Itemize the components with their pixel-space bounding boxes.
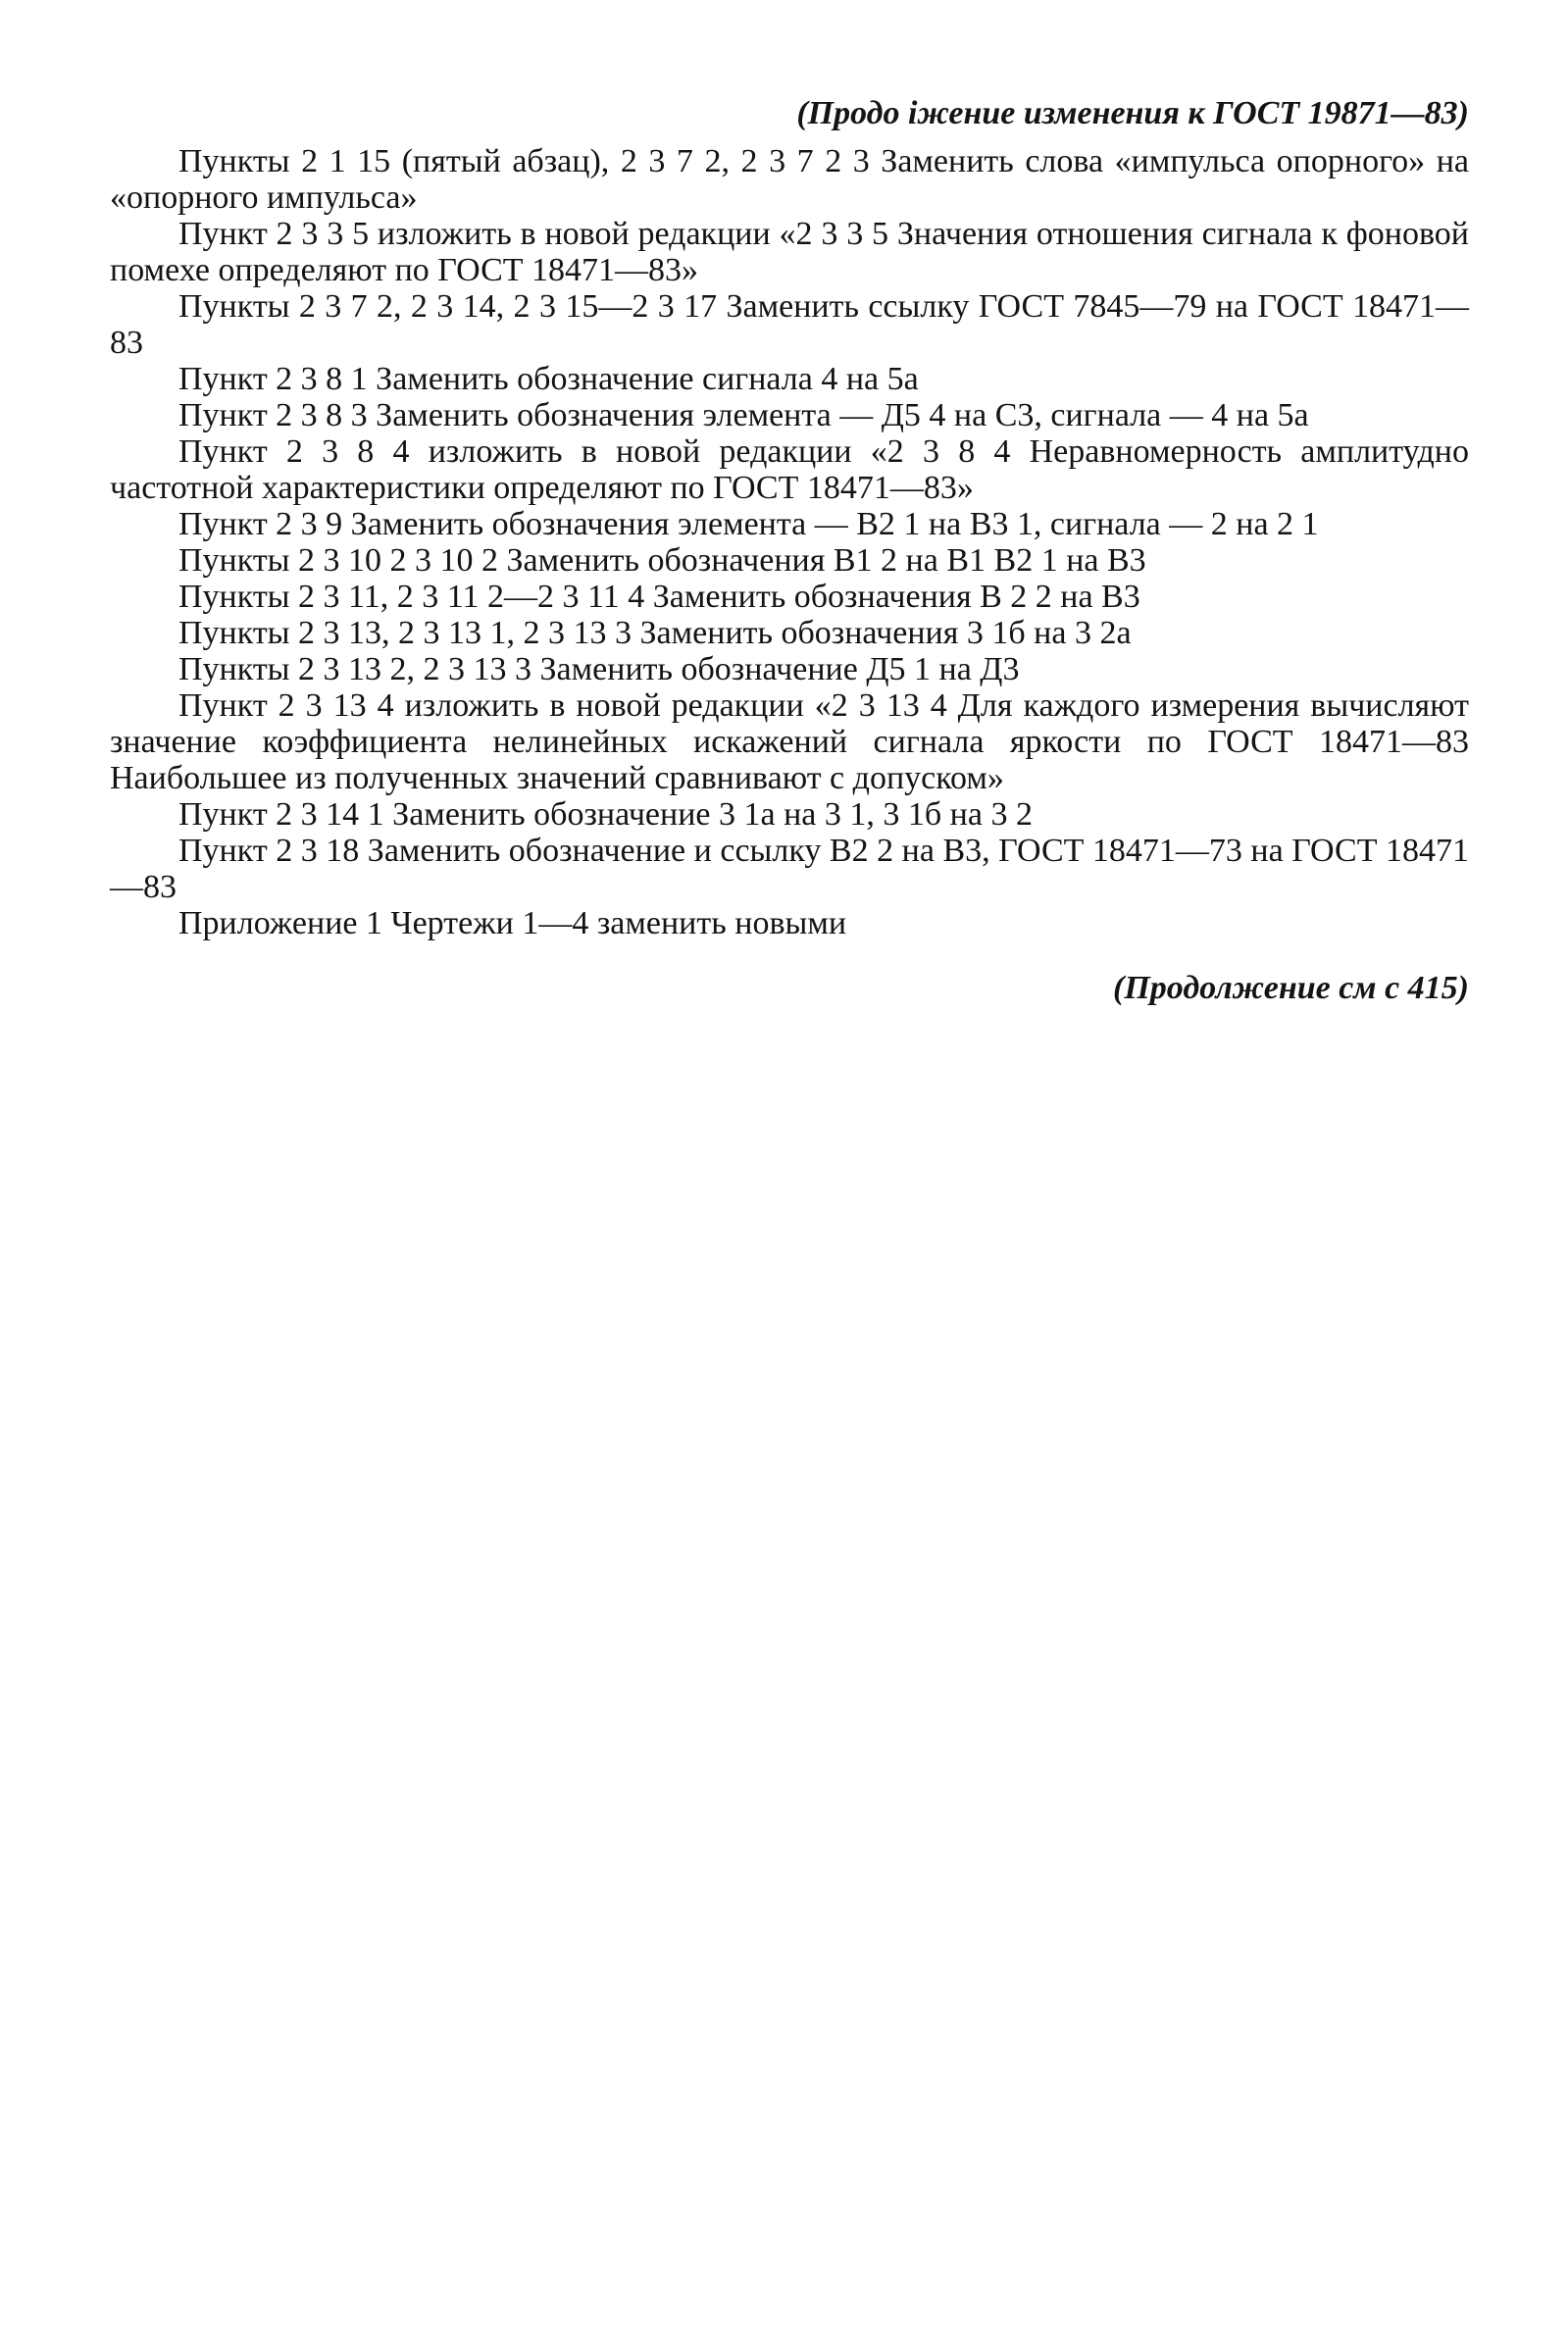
paragraph-item: Пункт 2 3 8 3 Заменить обозначения элемента — Д5 4 на С3, сигнала — 4 на 5а xyxy=(178,397,1309,433)
paragraph-item: Пункт 2 3 13 4 изложить в новой редакции «2 3 13 4 Для каждого измерения вычисляют значение коэффициента нелинейных искажений сигнала яркости по ГОСТ 18471—83 Наибольшее из полученных значений сравнивают с допуском» xyxy=(110,687,1469,796)
document-page xyxy=(110,94,1469,1008)
continuation-header: (Продо іжение изменения к ГОСТ 19871—83) xyxy=(796,95,1469,131)
paragraph-item: Пункты 2 3 10 2 3 10 2 Заменить обозначения В1 2 на В1 В2 1 на В3 xyxy=(178,542,1146,579)
paragraph-item: Пункт 2 3 9 Заменить обозначения элемента — В2 1 на В3 1, сигнала — 2 на 2 1 xyxy=(178,506,1319,542)
paragraph-item: Пункт 2 3 18 Заменить обозначение и ссылку В2 2 на В3, ГОСТ 18471—73 на ГОСТ 18471—83 xyxy=(110,833,1469,905)
paragraph-item: Приложение 1 Чертежи 1—4 заменить новыми xyxy=(178,905,847,941)
paragraph-item: Пункт 2 3 8 4 изложить в новой редакции «2 3 8 4 Неравномерность амплитудно частотной характеристики определяют по ГОСТ 18471—83» xyxy=(110,433,1469,506)
paragraph-item: Пункты 2 3 13, 2 3 13 1, 2 3 13 3 Заменить обозначения 3 1б на 3 2а xyxy=(178,615,1132,651)
paragraph-item: Пункты 2 1 15 (пятый абзац), 2 3 7 2, 2 3 7 2 3 Заменить слова «импульса опорного» на «опорного импульса» xyxy=(110,143,1469,216)
paragraph-item: Пункты 2 3 11, 2 3 11 2—2 3 11 4 Заменить обозначения В 2 2 на В3 xyxy=(178,579,1140,615)
paragraph-item: Пункты 2 3 13 2, 2 3 13 3 Заменить обозначение Д5 1 на Д3 xyxy=(178,651,1020,687)
paragraph-item: Пункт 2 3 3 5 изложить в новой редакции «2 3 3 5 Значения отношения сигнала к фоновой помехе определяют по ГОСТ 18471—83» xyxy=(110,216,1469,288)
document-body xyxy=(110,143,1469,941)
continuation-footer: (Продолжение см с 415) xyxy=(1113,970,1469,1006)
paragraph-item: Пункт 2 3 14 1 Заменить обозначение 3 1а на 3 1, 3 1б на 3 2 xyxy=(178,796,1033,833)
paragraph-item: Пункт 2 3 8 1 Заменить обозначение сигнала 4 на 5а xyxy=(178,361,919,397)
paragraph-item: Пункты 2 3 7 2, 2 3 14, 2 3 15—2 3 17 Заменить ссылку ГОСТ 7845—79 на ГОСТ 18471—83 xyxy=(110,288,1469,361)
